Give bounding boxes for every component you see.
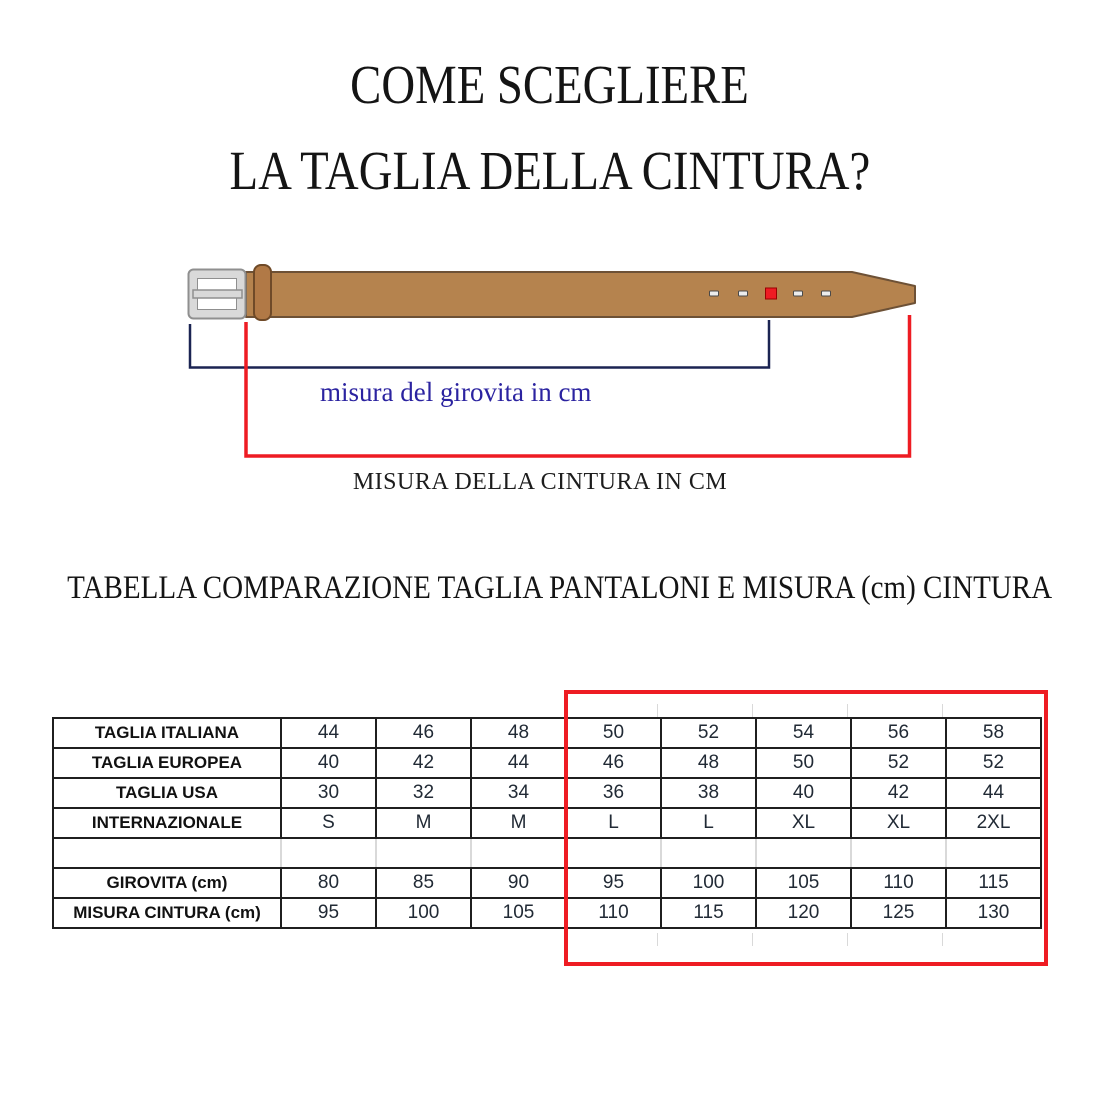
belt-hole bbox=[710, 291, 719, 296]
belt-buckle-prong bbox=[193, 290, 242, 298]
belt-diagram bbox=[0, 0, 1100, 520]
size-value-cell: 38 bbox=[661, 778, 756, 808]
row-label: TAGLIA USA bbox=[53, 778, 281, 808]
size-value-cell: 52 bbox=[851, 748, 946, 778]
table-heading-row bbox=[0, 571, 1100, 605]
size-value-cell: 44 bbox=[281, 718, 376, 748]
size-value-cell: 52 bbox=[946, 748, 1041, 778]
size-value-cell: 2XL bbox=[946, 808, 1041, 838]
size-value-cell: 46 bbox=[376, 718, 471, 748]
size-value-cell: L bbox=[566, 808, 661, 838]
size-value-cell: 105 bbox=[756, 868, 851, 898]
size-value-cell: 110 bbox=[851, 868, 946, 898]
size-value-cell bbox=[376, 838, 471, 868]
size-value-cell: 130 bbox=[946, 898, 1041, 928]
size-value-cell: 100 bbox=[661, 868, 756, 898]
belt-strap bbox=[246, 272, 915, 317]
belt-hole bbox=[739, 291, 748, 296]
size-value-cell: L bbox=[661, 808, 756, 838]
size-value-cell: 34 bbox=[471, 778, 566, 808]
belt-hole-red bbox=[766, 288, 777, 299]
size-value-cell: 105 bbox=[471, 898, 566, 928]
row-label bbox=[53, 838, 281, 868]
size-value-cell: 52 bbox=[661, 718, 756, 748]
size-value-cell: 30 bbox=[281, 778, 376, 808]
size-value-cell: 56 bbox=[851, 718, 946, 748]
size-value-cell: 115 bbox=[661, 898, 756, 928]
size-value-cell: 40 bbox=[756, 778, 851, 808]
size-value-cell: 36 bbox=[566, 778, 661, 808]
size-value-cell: 54 bbox=[756, 718, 851, 748]
size-value-cell: 50 bbox=[756, 748, 851, 778]
size-value-cell: S bbox=[281, 808, 376, 838]
size-value-cell: 42 bbox=[376, 748, 471, 778]
size-value-cell: 115 bbox=[946, 868, 1041, 898]
size-value-cell: 100 bbox=[376, 898, 471, 928]
belt-loop bbox=[254, 265, 271, 320]
size-value-cell: 90 bbox=[471, 868, 566, 898]
belt-hole bbox=[794, 291, 803, 296]
belt-measure-label: MISURA DELLA CINTURA IN CM bbox=[352, 469, 728, 495]
size-value-cell bbox=[281, 838, 376, 868]
size-value-cell: 95 bbox=[281, 898, 376, 928]
size-value-cell: 95 bbox=[566, 868, 661, 898]
size-value-cell: 44 bbox=[471, 748, 566, 778]
waist-measure-line bbox=[190, 320, 769, 368]
page-title-text-1: COME SCEGLIERE bbox=[350, 54, 750, 115]
size-value-cell: 120 bbox=[756, 898, 851, 928]
size-value-cell: 125 bbox=[851, 898, 946, 928]
size-value-cell: 85 bbox=[376, 868, 471, 898]
size-value-cell: 50 bbox=[566, 718, 661, 748]
highlight-rectangle bbox=[564, 690, 1048, 966]
page-title-text-2: LA TAGLIA DELLA CINTURA? bbox=[229, 140, 871, 201]
size-value-cell: 80 bbox=[281, 868, 376, 898]
size-value-cell bbox=[471, 838, 566, 868]
size-value-cell: XL bbox=[756, 808, 851, 838]
size-value-cell: 32 bbox=[376, 778, 471, 808]
size-value-cell: 48 bbox=[661, 748, 756, 778]
size-value-cell: M bbox=[471, 808, 566, 838]
size-value-cell: XL bbox=[851, 808, 946, 838]
size-value-cell: 40 bbox=[281, 748, 376, 778]
row-label: TAGLIA ITALIANA bbox=[53, 718, 281, 748]
size-value-cell: 48 bbox=[471, 718, 566, 748]
row-label: INTERNAZIONALE bbox=[53, 808, 281, 838]
row-label: MISURA CINTURA (cm) bbox=[53, 898, 281, 928]
size-value-cell: 110 bbox=[566, 898, 661, 928]
size-value-cell: 46 bbox=[566, 748, 661, 778]
row-label: TAGLIA EUROPEA bbox=[53, 748, 281, 778]
size-value-cell: 42 bbox=[851, 778, 946, 808]
size-value-cell: 58 bbox=[946, 718, 1041, 748]
row-label: GIROVITA (cm) bbox=[53, 868, 281, 898]
belt-hole bbox=[822, 291, 831, 296]
size-value-cell: M bbox=[376, 808, 471, 838]
table-heading: TABELLA COMPARAZIONE TAGLIA PANTALONI E MISURA (cm) CINTURA bbox=[67, 570, 1053, 606]
size-value-cell: 44 bbox=[946, 778, 1041, 808]
waist-measure-label: misura del girovita in cm bbox=[320, 377, 592, 407]
